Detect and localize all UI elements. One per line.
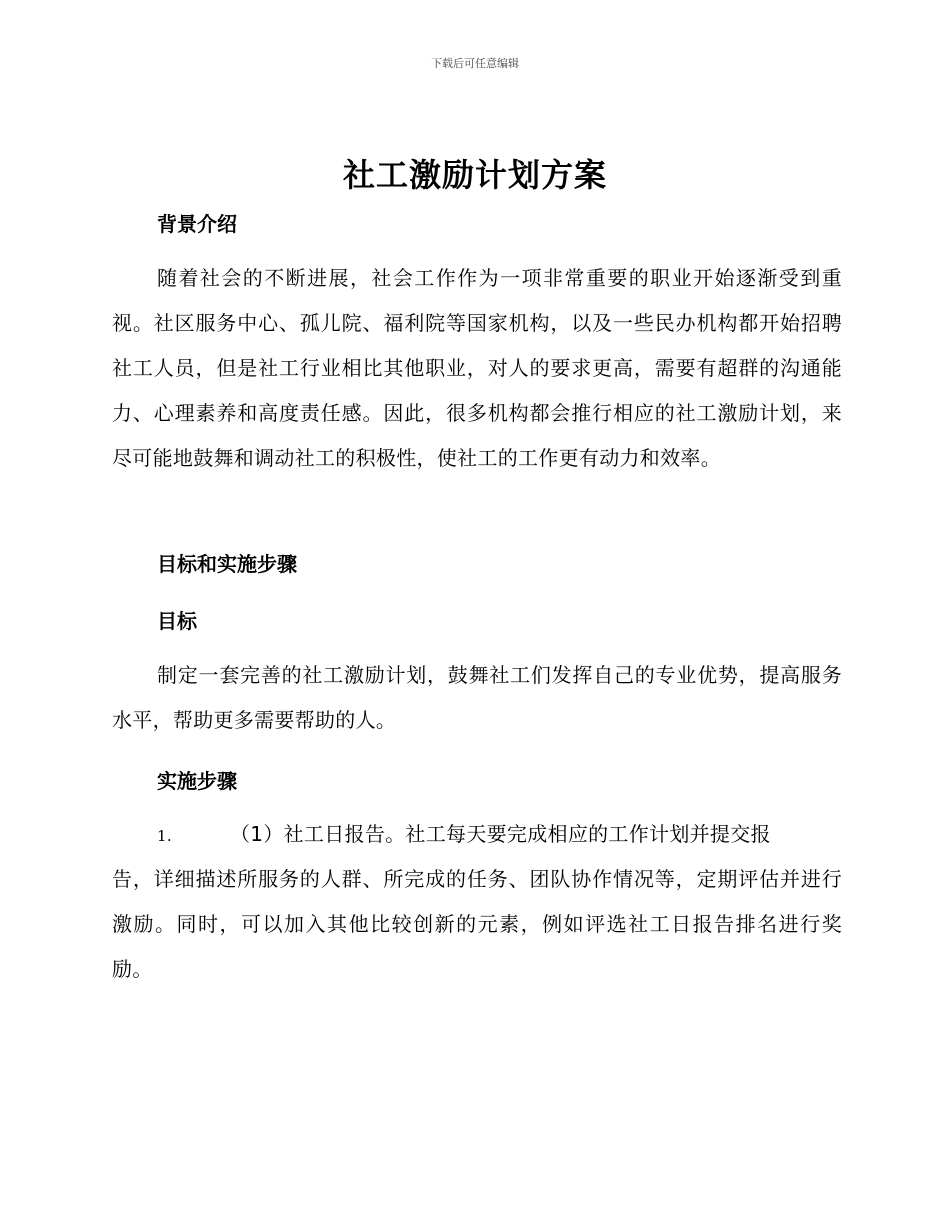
heading-steps: 实施步骤	[157, 769, 237, 793]
header-note: 下载后可任意编辑	[431, 57, 519, 70]
list-item-first-line: （1）社工日报告。社工每天要完成相应的工作计划并提交报	[230, 822, 771, 846]
heading-background: 背景介绍	[157, 212, 237, 236]
heading-goal: 目标	[157, 609, 197, 633]
document-title: 社工激励计划方案	[342, 156, 607, 194]
list-item-continuation: 告，详细描述所服务的人群、所完成的任务、团队协作情况等，定期评估并进行激励。同时，可以加入其他比较创新的元素，例如评选社工日报告排名进行奖励。	[112, 867, 842, 981]
list-item-number: 1.	[157, 827, 172, 845]
heading-goals-steps: 目标和实施步骤	[157, 552, 297, 576]
paragraph-background: 随着社会的不断进展，社会工作作为一项非常重要的职业开始逐渐受到重视。社区服务中心、孤儿院、福利院等国家机构，以及一些民办机构都开始招聘社工人员，但是社工行业相比其他职业，对人的要求更高，需要有超群的沟通能力、心理素养和高度责任感。因此，很多机构都会推行相应的社工激励计划，来尽可能地鼓舞和调动社工的积极性，使社工的工作更有动力和效率。	[112, 266, 842, 470]
list-item	[112, 812, 842, 859]
paragraph-goal: 制定一套完善的社工激励计划，鼓舞社工们发挥自己的专业优势，提高服务水平，帮助更多需要帮助的人。	[112, 663, 842, 732]
